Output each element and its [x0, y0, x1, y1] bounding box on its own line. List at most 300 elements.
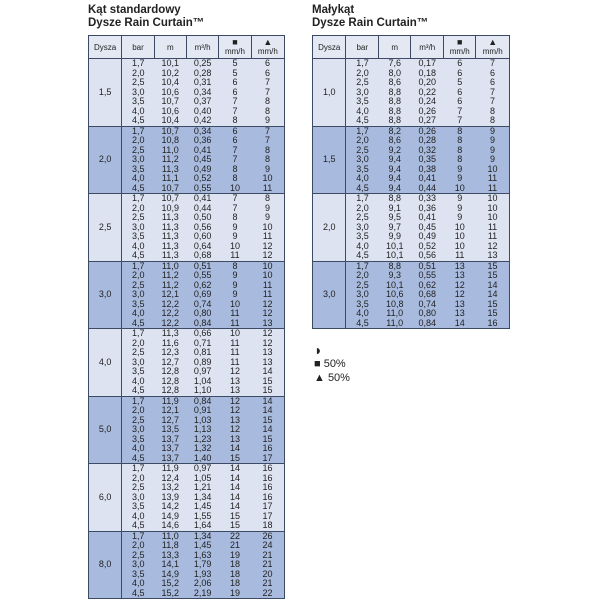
triangle-rate-cell: 10	[251, 223, 284, 233]
header-m	[154, 36, 186, 59]
square-rate-cell: 12	[443, 281, 476, 291]
triangle-rate-cell: 14	[251, 367, 284, 377]
triangle-rate-cell: 14	[251, 406, 284, 416]
dysza-cell: 4,0	[89, 329, 122, 397]
bar-cell: 4,0	[346, 309, 379, 319]
table-row	[89, 126, 285, 136]
range-cell: 11,3	[154, 242, 186, 252]
square-rate-cell: 7	[219, 107, 251, 117]
triangle-rate-cell: 7	[476, 97, 510, 107]
range-cell: 14,9	[154, 512, 186, 522]
table-row	[89, 464, 285, 474]
dysza-cell: 3,0	[313, 261, 346, 329]
flow-cell: 1,03	[186, 416, 218, 426]
bar-cell: 4,0	[122, 512, 154, 522]
square-rate-cell: 15	[219, 454, 251, 464]
square-rate-cell: 10	[443, 223, 476, 233]
square-rate-cell: 18	[219, 570, 251, 580]
triangle-rate-cell: 10	[476, 204, 510, 214]
square-rate-cell: 11	[443, 251, 476, 261]
triangle-rate-cell: 11	[251, 184, 284, 194]
flow-cell: 1,34	[186, 493, 218, 503]
bar-cell: 4,0	[122, 309, 154, 319]
range-cell: 8,8	[378, 194, 411, 204]
flow-cell: 0,84	[186, 396, 218, 406]
range-cell: 13,2	[154, 483, 186, 493]
header-bar	[346, 36, 379, 59]
flow-cell: 0,36	[186, 136, 218, 146]
flow-cell: 0,69	[186, 290, 218, 300]
bar-cell: 2,5	[346, 213, 379, 223]
triangle-rate-cell: 9	[251, 116, 284, 126]
range-cell: 11,3	[154, 251, 186, 261]
flow-cell: 0,40	[186, 107, 218, 117]
flow-cell: 0,52	[411, 242, 444, 252]
bar-cell: 2,5	[346, 281, 379, 291]
square-rate-cell: 7	[219, 97, 251, 107]
table-row	[89, 396, 285, 406]
triangle-rate-cell: 10	[251, 261, 284, 271]
range-cell: 14,6	[154, 521, 186, 531]
range-cell: 10,7	[154, 194, 186, 204]
flow-cell: 0,51	[186, 261, 218, 271]
bar-cell: 4,0	[346, 107, 379, 117]
triangle-rate-cell: 16	[251, 444, 284, 454]
triangle-rate-cell: 9	[251, 204, 284, 214]
triangle-rate-cell: 12	[251, 300, 284, 310]
range-cell: 9,3	[378, 271, 411, 281]
bar-cell: 3,5	[346, 300, 379, 310]
square-rate-cell: 7	[219, 146, 251, 156]
range-cell: 11,0	[378, 309, 411, 319]
bar-cell: 2,0	[346, 204, 379, 214]
bar-cell: 1,7	[346, 261, 379, 271]
triangle-rate-cell: 15	[251, 386, 284, 396]
left-title-line2: Dysze Rain Curtain™	[88, 17, 205, 29]
bar-cell: 4,5	[122, 184, 154, 194]
range-cell: 12,1	[154, 290, 186, 300]
bar-cell: 2,0	[122, 406, 154, 416]
range-cell: 8,2	[378, 126, 411, 136]
flow-cell: 0,36	[411, 204, 444, 214]
triangle-rate-cell: 18	[251, 521, 284, 531]
range-cell: 11,9	[154, 464, 186, 474]
header-m-label: m	[166, 42, 174, 52]
square-rate-cell: 18	[219, 579, 251, 589]
square-rate-cell: 9	[443, 204, 476, 214]
flow-cell: 0,37	[186, 97, 218, 107]
triangle-rate-cell: 9	[476, 155, 510, 165]
triangle-rate-cell: 26	[251, 531, 284, 541]
triangle-rate-cell: 16	[251, 464, 284, 474]
square-rate-cell: 6	[219, 126, 251, 136]
range-cell: 11,0	[378, 319, 411, 329]
square-rate-cell: 5	[219, 59, 251, 69]
range-cell: 11,0	[154, 261, 186, 271]
right-title-line2: Dysze Rain Curtain™	[312, 17, 429, 29]
triangle-rate-cell: 16	[251, 493, 284, 503]
header-bar-label: bar	[132, 42, 144, 52]
range-cell: 10,4	[154, 116, 186, 126]
flow-cell: 1,34	[186, 531, 218, 541]
bar-cell: 4,5	[122, 386, 154, 396]
range-cell: 10,9	[154, 204, 186, 214]
triangle-rate-cell: 8	[251, 97, 284, 107]
flow-cell: 2,06	[186, 579, 218, 589]
range-cell: 12,8	[154, 377, 186, 387]
triangle-rate-cell: 8	[476, 107, 510, 117]
flow-cell: 1,21	[186, 483, 218, 493]
range-cell: 12,1	[154, 406, 186, 416]
triangle-rate-cell: 14	[476, 290, 510, 300]
square-rate-cell: 11	[219, 348, 251, 358]
square-rate-cell: 13	[443, 261, 476, 271]
triangle-icon: ▲	[263, 37, 273, 47]
bar-cell: 4,0	[122, 174, 154, 184]
flow-cell: 0,41	[411, 213, 444, 223]
range-cell: 12,2	[154, 300, 186, 310]
range-cell: 12,8	[154, 386, 186, 396]
range-cell: 9,4	[378, 155, 411, 165]
square-rate-cell: 7	[219, 194, 251, 204]
range-cell: 10,7	[154, 184, 186, 194]
bar-cell: 4,5	[122, 454, 154, 464]
flow-cell: 2,19	[186, 589, 218, 599]
bar-cell: 4,0	[122, 107, 154, 117]
triangle-rate-cell: 16	[251, 474, 284, 484]
flow-cell: 1,10	[186, 386, 218, 396]
range-cell: 11,0	[154, 531, 186, 541]
flow-cell: 0,41	[186, 146, 218, 156]
triangle-rate-cell: 12	[251, 339, 284, 349]
triangle-rate-cell: 14	[476, 281, 510, 291]
flow-cell: 0,55	[411, 271, 444, 281]
header-triangle-mmh	[476, 36, 510, 59]
bar-cell: 3,0	[122, 88, 154, 98]
bar-cell: 1,7	[346, 59, 379, 69]
square-rate-cell: 14	[219, 502, 251, 512]
range-cell: 11,1	[154, 174, 186, 184]
square-rate-cell: 7	[443, 116, 476, 126]
triangle-rate-cell: 17	[251, 502, 284, 512]
square-rate-cell: 11	[219, 251, 251, 261]
flow-cell: 0,50	[186, 213, 218, 223]
header-square-mmh-label: mm/h	[449, 47, 470, 56]
bar-cell: 2,5	[122, 213, 154, 223]
bar-cell: 1,7	[122, 464, 154, 474]
triangle-rate-cell: 21	[251, 551, 284, 561]
right-title	[312, 4, 428, 30]
header-flow	[411, 36, 444, 59]
bar-cell: 3,0	[346, 155, 379, 165]
header-triangle-mmh	[251, 36, 284, 59]
range-cell: 10,7	[154, 97, 186, 107]
bar-cell: 3,5	[122, 435, 154, 445]
bar-cell: 4,0	[122, 444, 154, 454]
bar-cell: 3,5	[122, 300, 154, 310]
flow-cell: 0,84	[186, 319, 218, 329]
flow-cell: 0,44	[411, 184, 444, 194]
square-rate-cell: 13	[443, 300, 476, 310]
range-cell: 12,2	[154, 319, 186, 329]
range-cell: 15,2	[154, 579, 186, 589]
header-dysza	[89, 36, 122, 59]
range-cell: 13,7	[154, 454, 186, 464]
square-rate-cell: 14	[219, 444, 251, 454]
left-title-line1: Kąt standardowy	[88, 4, 181, 16]
bar-cell: 1,7	[122, 396, 154, 406]
range-cell: 10,8	[378, 300, 411, 310]
triangle-rate-cell: 13	[251, 358, 284, 368]
range-cell: 13,9	[154, 493, 186, 503]
bar-cell: 1,7	[346, 126, 379, 136]
square-rate-cell: 19	[219, 551, 251, 561]
square-rate-cell: 10	[219, 242, 251, 252]
flow-cell: 0,45	[186, 155, 218, 165]
square-rate-cell: 14	[219, 464, 251, 474]
range-cell: 9,1	[378, 204, 411, 214]
square-rate-cell: 6	[219, 136, 251, 146]
bar-cell: 4,0	[346, 242, 379, 252]
range-cell: 13,5	[154, 425, 186, 435]
square-rate-cell: 21	[219, 541, 251, 551]
square-rate-cell: 13	[219, 435, 251, 445]
header-triangle-mmh-label: mm/h	[482, 47, 503, 56]
table-row	[89, 194, 285, 204]
range-cell: 11,3	[154, 165, 186, 175]
flow-cell: 0,91	[186, 406, 218, 416]
triangle-rate-cell: 24	[251, 541, 284, 551]
range-cell: 13,3	[154, 551, 186, 561]
bar-cell: 2,0	[122, 136, 154, 146]
left-title	[88, 4, 204, 30]
triangle-rate-cell: 11	[476, 223, 510, 233]
triangle-rate-cell: 11	[476, 184, 510, 194]
range-cell: 14,1	[154, 560, 186, 570]
triangle-rate-cell: 11	[251, 290, 284, 300]
header-row	[89, 36, 285, 59]
square-rate-cell: 14	[219, 474, 251, 484]
header-bar	[122, 36, 154, 59]
range-cell: 11,6	[154, 339, 186, 349]
bar-cell: 1,7	[122, 59, 154, 69]
square-rate-cell: 12	[219, 396, 251, 406]
square-rate-cell: 11	[219, 309, 251, 319]
triangle-rate-cell: 9	[476, 136, 510, 146]
triangle-rate-cell: 7	[251, 126, 284, 136]
range-cell: 11,2	[154, 281, 186, 291]
square-rate-cell: 8	[219, 116, 251, 126]
flow-cell: 0,62	[186, 281, 218, 291]
bar-cell: 4,5	[346, 251, 379, 261]
dysza-cell: 6,0	[89, 464, 122, 532]
square-rate-cell: 6	[219, 88, 251, 98]
range-cell: 10,1	[154, 59, 186, 69]
bar-cell: 1,7	[346, 194, 379, 204]
bar-cell: 2,0	[122, 271, 154, 281]
square-rate-cell: 10	[219, 184, 251, 194]
bar-cell: 2,0	[122, 204, 154, 214]
flow-cell: 1,64	[186, 521, 218, 531]
table-row	[313, 194, 510, 204]
square-rate-cell: 9	[219, 223, 251, 233]
square-rate-cell: 9	[443, 194, 476, 204]
bar-cell: 2,0	[122, 541, 154, 551]
range-cell: 12,3	[154, 348, 186, 358]
triangle-rate-cell: 14	[251, 396, 284, 406]
flow-cell: 0,34	[186, 88, 218, 98]
flow-cell: 0,97	[186, 464, 218, 474]
range-cell: 13,7	[154, 444, 186, 454]
range-cell: 11,3	[154, 213, 186, 223]
range-cell: 9,4	[378, 165, 411, 175]
bar-cell: 4,5	[122, 589, 154, 599]
flow-cell: 0,60	[186, 232, 218, 242]
flow-cell: 0,62	[411, 281, 444, 291]
square-icon: ■	[232, 37, 238, 47]
triangle-rate-cell: 12	[251, 309, 284, 319]
triangle-rate-cell: 8	[476, 116, 510, 126]
square-rate-cell: 14	[219, 483, 251, 493]
flow-cell: 1,45	[186, 502, 218, 512]
range-cell: 11,3	[154, 232, 186, 242]
range-cell: 11,2	[154, 271, 186, 281]
flow-cell: 0,52	[186, 174, 218, 184]
triangle-rate-cell: 6	[476, 69, 510, 79]
flow-cell: 0,81	[186, 348, 218, 358]
range-cell: 12,7	[154, 416, 186, 426]
range-cell: 10,6	[154, 107, 186, 117]
triangle-rate-cell: 16	[251, 483, 284, 493]
square-rate-cell: 11	[219, 319, 251, 329]
square-rate-cell: 13	[219, 386, 251, 396]
flow-cell: 0,45	[411, 223, 444, 233]
header-dysza-label: Dysza	[94, 42, 117, 52]
bar-cell: 3,0	[122, 493, 154, 503]
range-cell: 8,8	[378, 88, 411, 98]
legend-triangle: ▲ 50%	[314, 372, 350, 384]
square-rate-cell: 6	[443, 88, 476, 98]
flow-cell: 0,38	[411, 165, 444, 175]
bar-cell: 1,7	[122, 329, 154, 339]
bar-cell: 4,5	[346, 116, 379, 126]
flow-cell: 0,27	[411, 116, 444, 126]
bar-cell: 2,5	[122, 551, 154, 561]
square-rate-cell: 8	[219, 165, 251, 175]
flow-cell: 0,55	[186, 184, 218, 194]
triangle-rate-cell: 6	[251, 69, 284, 79]
square-rate-cell: 9	[219, 271, 251, 281]
range-cell: 8,8	[378, 261, 411, 271]
header-row	[313, 36, 510, 59]
square-rate-cell: 9	[443, 165, 476, 175]
flow-cell: 1,63	[186, 551, 218, 561]
bar-cell: 3,5	[122, 165, 154, 175]
flow-cell: 1,05	[186, 474, 218, 484]
bar-cell: 3,5	[122, 502, 154, 512]
square-rate-cell: 12	[443, 290, 476, 300]
table-row	[89, 531, 285, 541]
flow-cell: 0,80	[411, 309, 444, 319]
table-row	[89, 59, 285, 69]
square-rate-cell: 13	[443, 309, 476, 319]
header-flow-label: m³/h	[419, 42, 436, 52]
square-rate-cell: 8	[219, 213, 251, 223]
triangle-rate-cell: 22	[251, 589, 284, 599]
triangle-rate-cell: 12	[251, 242, 284, 252]
triangle-rate-cell: 17	[251, 512, 284, 522]
flow-cell: 0,56	[186, 223, 218, 233]
triangle-rate-cell: 13	[251, 348, 284, 358]
bar-cell: 1,7	[122, 126, 154, 136]
range-cell: 11,2	[154, 155, 186, 165]
square-rate-cell: 7	[219, 204, 251, 214]
triangle-rate-cell: 15	[476, 309, 510, 319]
standard-angle-table	[88, 35, 285, 599]
flow-cell: 0,28	[411, 136, 444, 146]
square-rate-cell: 5	[219, 69, 251, 79]
bar-cell: 4,5	[346, 319, 379, 329]
range-cell: 8,8	[378, 107, 411, 117]
table-row	[313, 126, 510, 136]
flow-cell: 0,74	[186, 300, 218, 310]
bar-cell: 3,0	[122, 155, 154, 165]
triangle-rate-cell: 17	[251, 454, 284, 464]
dysza-cell: 5,0	[89, 396, 122, 464]
bar-cell: 3,0	[346, 223, 379, 233]
bar-cell: 2,0	[122, 339, 154, 349]
triangle-rate-cell: 15	[251, 435, 284, 445]
flow-cell: 0,34	[186, 126, 218, 136]
range-cell: 9,5	[378, 213, 411, 223]
square-rate-cell: 5	[443, 78, 476, 88]
header-square-mmh	[219, 36, 251, 59]
flow-cell: 0,24	[411, 97, 444, 107]
table-row	[89, 329, 285, 339]
bar-cell: 2,0	[122, 69, 154, 79]
triangle-rate-cell: 10	[251, 271, 284, 281]
half-circle-icon: ◗	[314, 342, 323, 358]
triangle-rate-cell: 10	[476, 194, 510, 204]
header-dysza-label: Dysza	[318, 42, 341, 52]
bar-cell: 4,0	[122, 242, 154, 252]
flow-cell: 0,18	[411, 69, 444, 79]
triangle-rate-cell: 21	[251, 579, 284, 589]
bar-cell: 2,5	[122, 78, 154, 88]
triangle-rate-cell: 6	[251, 59, 284, 69]
triangle-rate-cell: 13	[251, 319, 284, 329]
triangle-rate-cell: 15	[476, 261, 510, 271]
triangle-rate-cell: 14	[251, 425, 284, 435]
square-rate-cell: 6	[443, 59, 476, 69]
bar-cell: 2,0	[346, 271, 379, 281]
flow-cell: 0,26	[411, 126, 444, 136]
triangle-rate-cell: 7	[476, 88, 510, 98]
flow-cell: 1,79	[186, 560, 218, 570]
square-rate-cell: 9	[219, 281, 251, 291]
triangle-rate-cell: 8	[251, 146, 284, 156]
bar-cell: 2,5	[122, 146, 154, 156]
low-angle-table	[312, 35, 510, 329]
bar-cell: 2,5	[346, 78, 379, 88]
range-cell: 10,6	[154, 88, 186, 98]
flow-cell: 0,42	[186, 116, 218, 126]
square-rate-cell: 18	[219, 560, 251, 570]
range-cell: 11,9	[154, 396, 186, 406]
square-rate-cell: 11	[219, 339, 251, 349]
dysza-cell: 1,0	[313, 59, 346, 127]
square-rate-cell: 8	[219, 174, 251, 184]
